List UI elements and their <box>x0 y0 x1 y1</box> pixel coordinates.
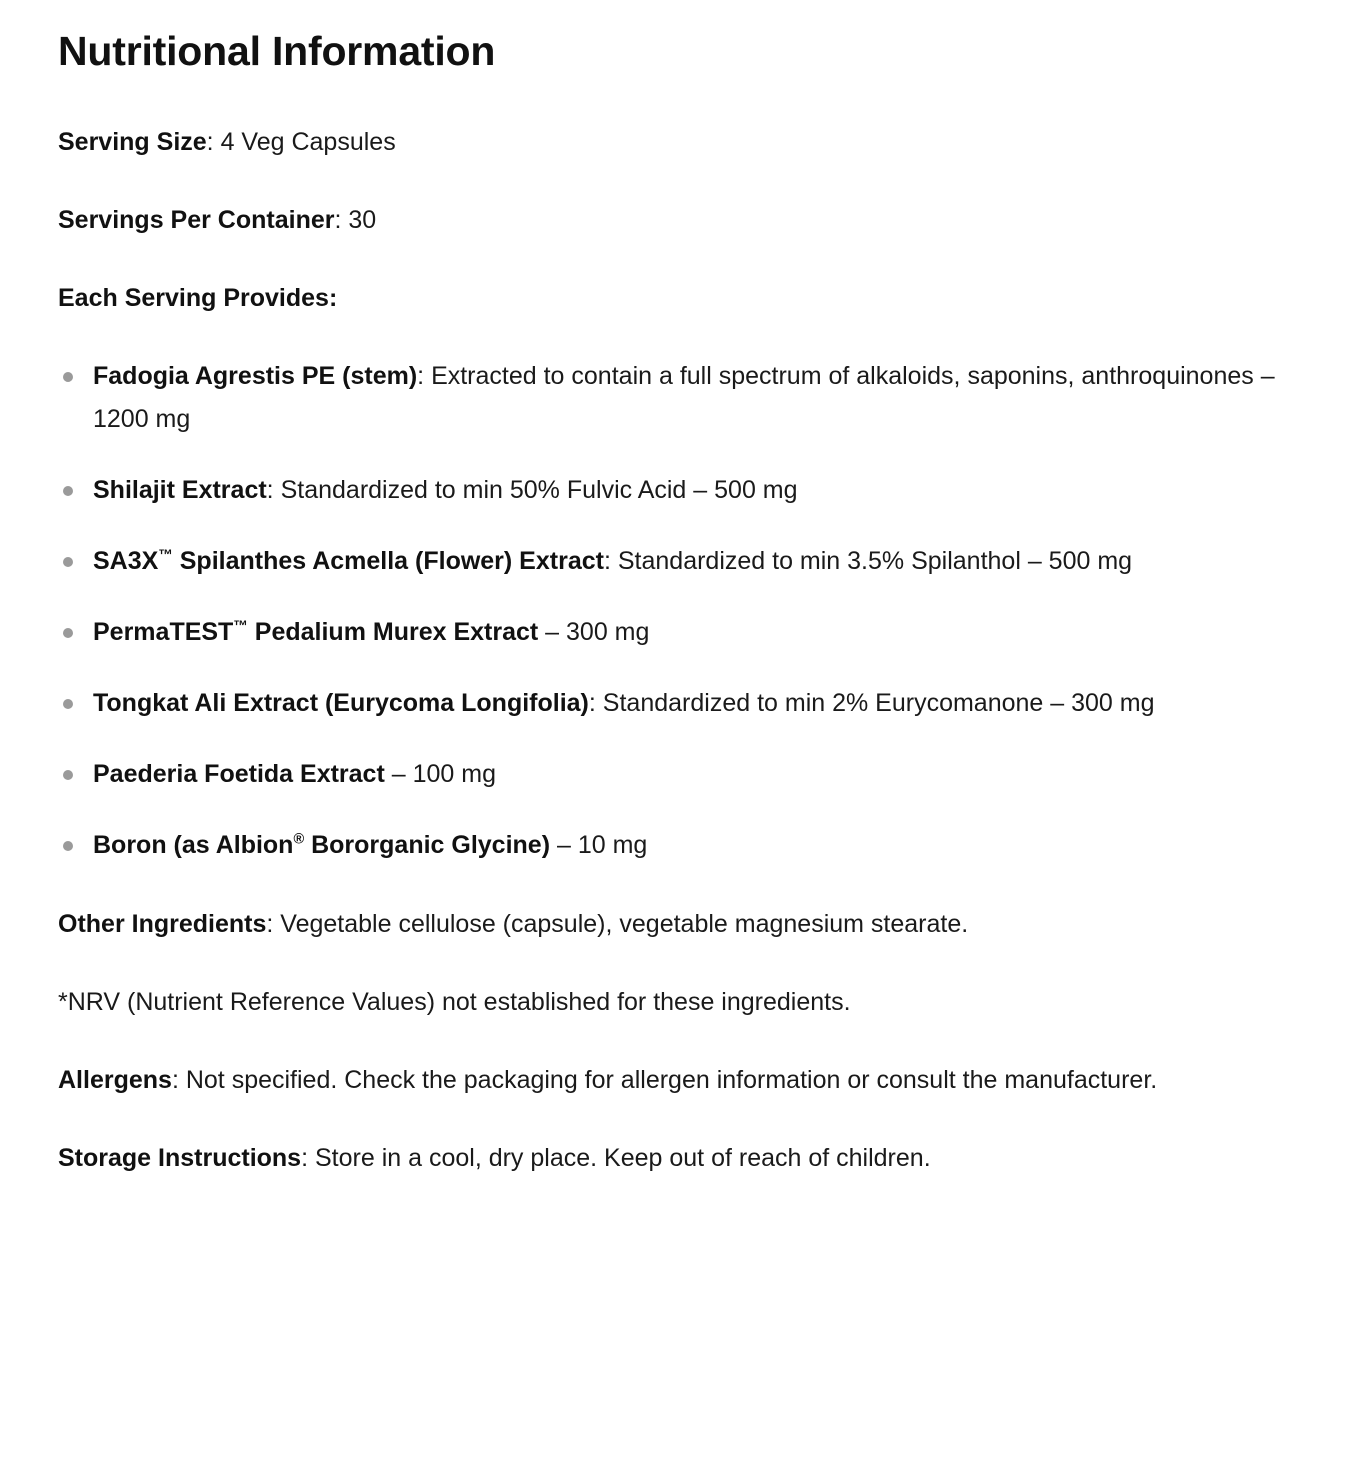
servings-per-container-separator: : <box>334 206 349 235</box>
each-serving-provides-heading <box>58 277 1288 320</box>
ingredient-name-pre: Boron (as Albion <box>93 831 294 860</box>
ingredient-description: – 10 mg <box>550 831 648 860</box>
bullet-icon <box>63 628 73 638</box>
ingredient-name <box>93 618 538 646</box>
storage-instructions-label: Storage Instructions <box>58 1144 302 1173</box>
ingredient-description: – 100 mg <box>384 760 496 789</box>
ingredient-name-post: Spilanthes Acmella (Flower) Extract <box>172 547 604 576</box>
ingredient-name <box>93 831 550 859</box>
other-ingredients-line <box>58 903 1288 946</box>
registered-trademark-icon: ® <box>293 831 305 848</box>
list-item <box>58 540 1300 583</box>
ingredient-name: Paederia Foetida Extract <box>93 760 385 789</box>
list-item <box>58 682 1300 725</box>
serving-size-label: Serving Size <box>58 128 207 157</box>
bullet-icon <box>63 699 73 709</box>
ingredient-description: Standardized to min 50% Fulvic Acid – 500 mg <box>280 476 798 505</box>
list-item <box>58 355 1300 441</box>
allergens-label: Allergens <box>58 1066 172 1095</box>
serving-size-value: 4 Veg Capsules <box>220 128 396 157</box>
ingredient-separator: : <box>417 362 432 391</box>
allergens-value: Not specified. Check the packaging for allergen information or consult the manufacturer. <box>185 1066 1158 1095</box>
storage-instructions-value: Store in a cool, dry place. Keep out of reach of children. <box>315 1144 931 1173</box>
serving-size-line <box>58 121 1288 164</box>
storage-instructions-separator: : <box>301 1144 315 1173</box>
allergens-separator: : <box>171 1066 186 1095</box>
ingredient-name: Fadogia Agrestis PE (stem) <box>93 362 418 391</box>
ingredient-name: Shilajit Extract <box>93 476 267 505</box>
servings-per-container-value: 30 <box>348 206 377 235</box>
bullet-icon <box>63 557 73 567</box>
other-ingredients-separator: : <box>266 910 281 939</box>
list-item <box>58 469 1300 512</box>
trademark-icon: ™ <box>233 618 248 635</box>
allergens-line <box>58 1059 1288 1102</box>
ingredient-description: Standardized to min 3.5% Spilanthol – 500 mg <box>617 547 1133 576</box>
ingredient-description: – 300 mg <box>538 618 650 647</box>
servings-per-container-line <box>58 199 1288 242</box>
other-ingredients-label: Other Ingredients <box>58 910 267 939</box>
list-item <box>58 611 1300 654</box>
list-item <box>58 753 1300 796</box>
bullet-icon <box>63 372 73 382</box>
list-item <box>58 824 1300 867</box>
ingredient-name-post: Pedalium Murex Extract <box>247 618 539 647</box>
bullet-icon <box>63 486 73 496</box>
servings-per-container-label: Servings Per Container <box>58 206 335 235</box>
nrv-note: *NRV (Nutrient Reference Values) not established for these ingredients. <box>58 988 851 1017</box>
bullet-icon <box>63 841 73 851</box>
ingredient-name: Tongkat Ali Extract (Eurycoma Longifolia) <box>93 689 589 718</box>
ingredient-separator: : <box>603 547 618 576</box>
ingredient-name <box>93 547 604 575</box>
ingredient-list <box>58 355 1300 867</box>
bullet-icon <box>63 770 73 780</box>
page-title: Nutritional Information <box>58 28 496 74</box>
ingredient-name-pre: SA3X <box>93 547 159 576</box>
serving-size-separator: : <box>206 128 221 157</box>
ingredient-description: Extracted to contain a full spectrum of alkaloids, saponins, anthroquinones – 1200 mg <box>93 362 1275 434</box>
ingredient-name-pre: PermaTEST <box>93 618 234 647</box>
ingredient-separator: : <box>588 689 603 718</box>
each-serving-provides-label: Each Serving Provides: <box>58 284 338 313</box>
ingredient-separator: : <box>266 476 281 505</box>
other-ingredients-value: Vegetable cellulose (capsule), vegetable magnesium stearate. <box>280 910 969 939</box>
ingredient-description: Standardized to min 2% Eurycomanone – 300 mg <box>602 689 1155 718</box>
ingredient-name-post: Bororganic Glycine) <box>304 831 551 860</box>
section-spacer <box>58 895 1300 903</box>
trademark-icon: ™ <box>158 547 173 564</box>
storage-instructions-line <box>58 1137 1288 1180</box>
